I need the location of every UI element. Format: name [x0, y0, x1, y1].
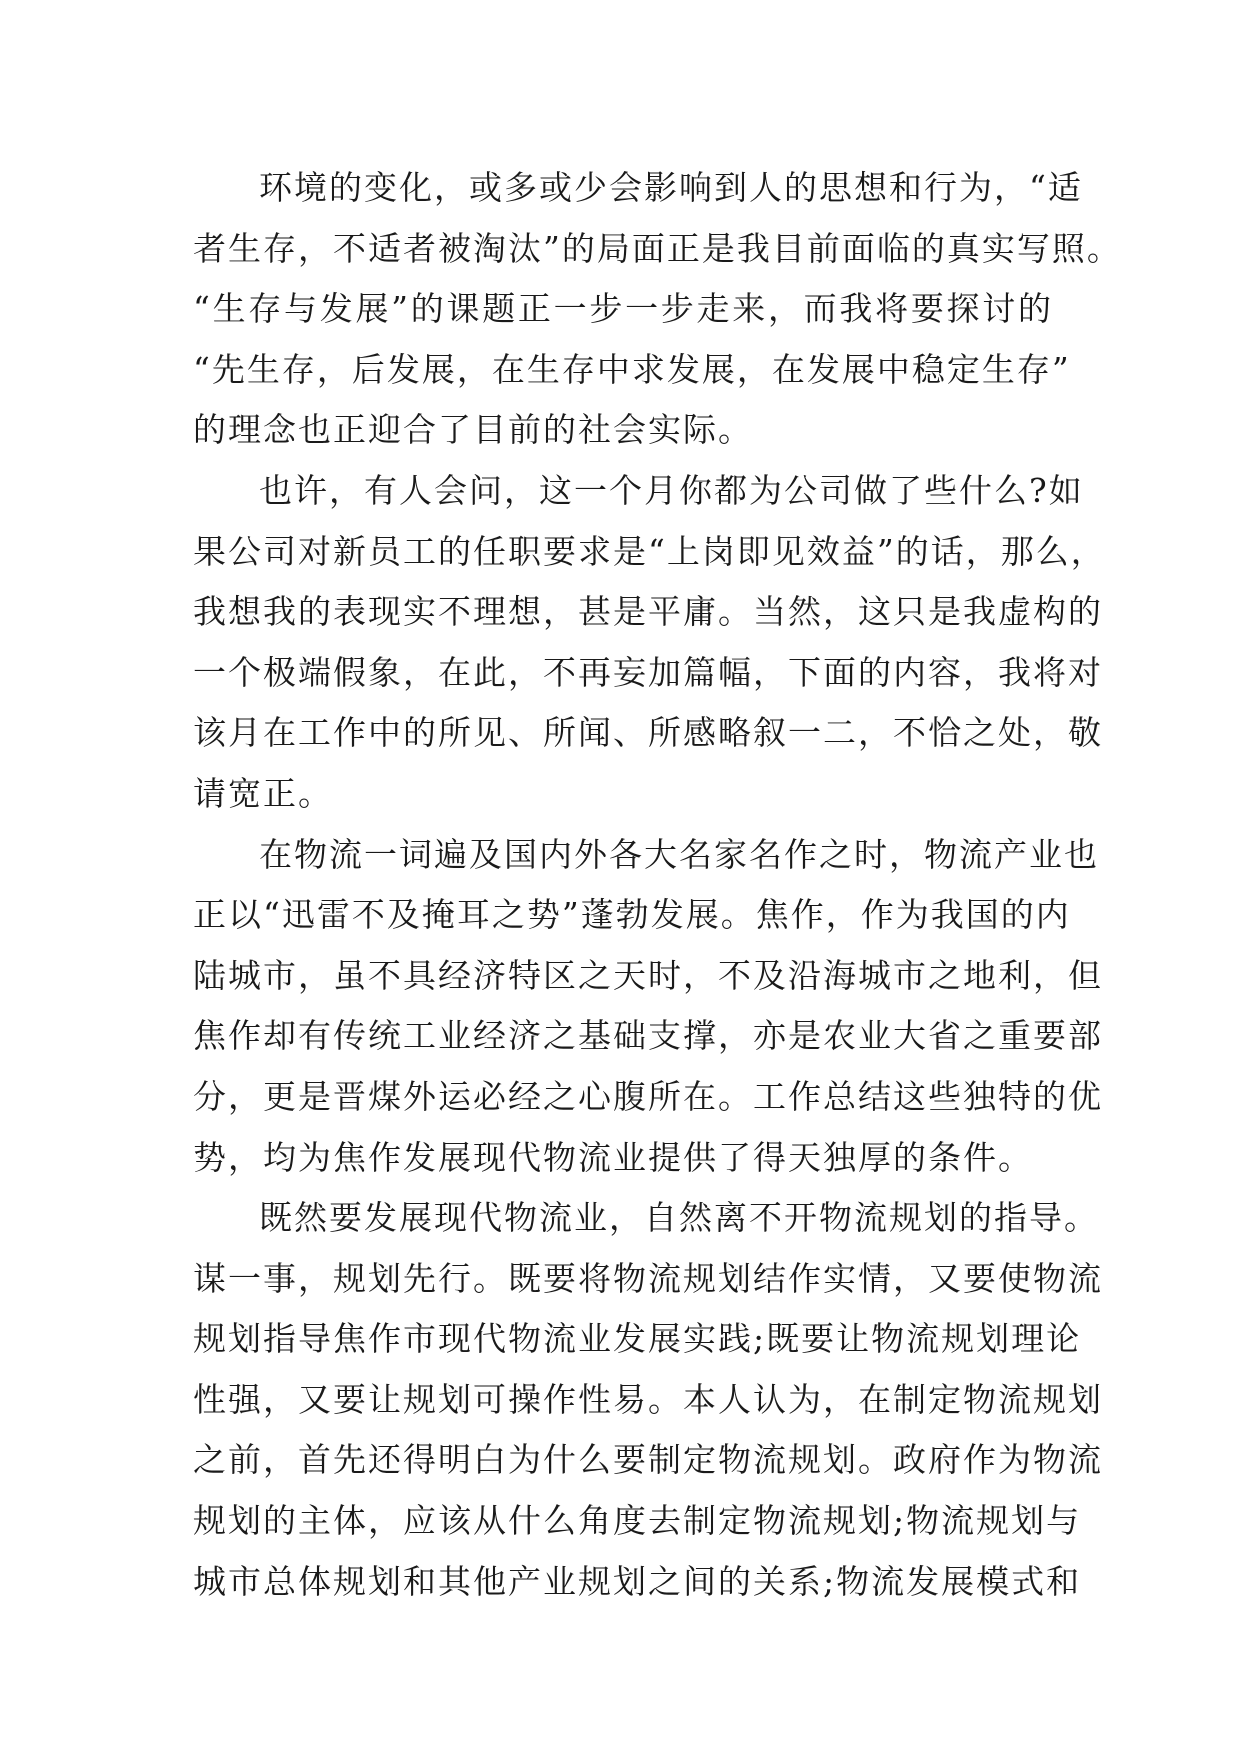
text-line: “先生存，后发展，在生存中求发展，在发展中稳定生存” — [193, 349, 1071, 389]
text-line: 的理念也正迎合了目前的社会实际。 — [193, 410, 753, 450]
text-line: 一个极端假象，在此，不再妄加篇幅，下面的内容，我将对 — [193, 652, 1103, 692]
text-line: 该月在工作中的所见、所闻、所感略叙一二，不恰之处，敬 — [193, 713, 1103, 753]
text-line: 谋一事，规划先行。既要将物流规划结作实情，又要使物流 — [193, 1258, 1103, 1298]
text-line: 焦作却有传统工业经济之基础支撑，亦是农业大省之重要部 — [193, 1016, 1103, 1056]
text-line: 之前，首先还得明白为什么要制定物流规划。政府作为物流 — [193, 1440, 1103, 1480]
body-text — [193, 158, 1122, 1612]
text-line: “生存与发展”的课题正一步一步走来，而我将要探讨的 — [193, 289, 1053, 329]
text-line: 规划指导焦作市现代物流业发展实践;既要让物流规划理论 — [193, 1319, 1082, 1359]
text-line: 城市总体规划和其他产业规划之间的关系;物流发展模式和 — [193, 1561, 1082, 1601]
text-line: 环境的变化，或多或少会影响到人的思想和行为，“适 — [259, 168, 1083, 207]
text-line: 势，均为焦作发展现代物流业提供了得天独厚的条件。 — [193, 1137, 1033, 1177]
text-line: 既然要发展现代物流业，自然离不开物流规划的指导。 — [259, 1198, 1099, 1238]
text-line: 在物流一词遍及国内外各大名家名作之时，物流产业也 — [259, 834, 1099, 874]
text-line: 性强，又要让规划可操作性易。本人认为，在制定物流规划 — [193, 1379, 1103, 1419]
text-line: 分，更是晋煤外运必经之心腹所在。工作总结这些独特的优 — [193, 1076, 1103, 1116]
text-line: 规划的主体，应该从什么角度去制定物流规划;物流规划与 — [193, 1501, 1082, 1541]
text-line: 陆城市，虽不具经济特区之天时，不及沿海城市之地利，但 — [193, 955, 1103, 995]
text-line: 者生存，不适者被淘汰”的局面正是我目前面临的真实写照。 — [193, 228, 1122, 268]
text-line: 我想我的表现实不理想，甚是平庸。当然，这只是我虚构的 — [193, 592, 1103, 632]
text-line: 果公司对新员工的任职要求是“上岗即见效益”的话，那么， — [193, 531, 1106, 571]
text-line: 正以“迅雷不及掩耳之势”蓬勃发展。焦作，作为我国的内 — [193, 895, 1071, 935]
text-line: 请宽正。 — [193, 773, 333, 813]
text-line: 也许，有人会问，这一个月你都为公司做了些什么?如 — [259, 470, 1084, 510]
